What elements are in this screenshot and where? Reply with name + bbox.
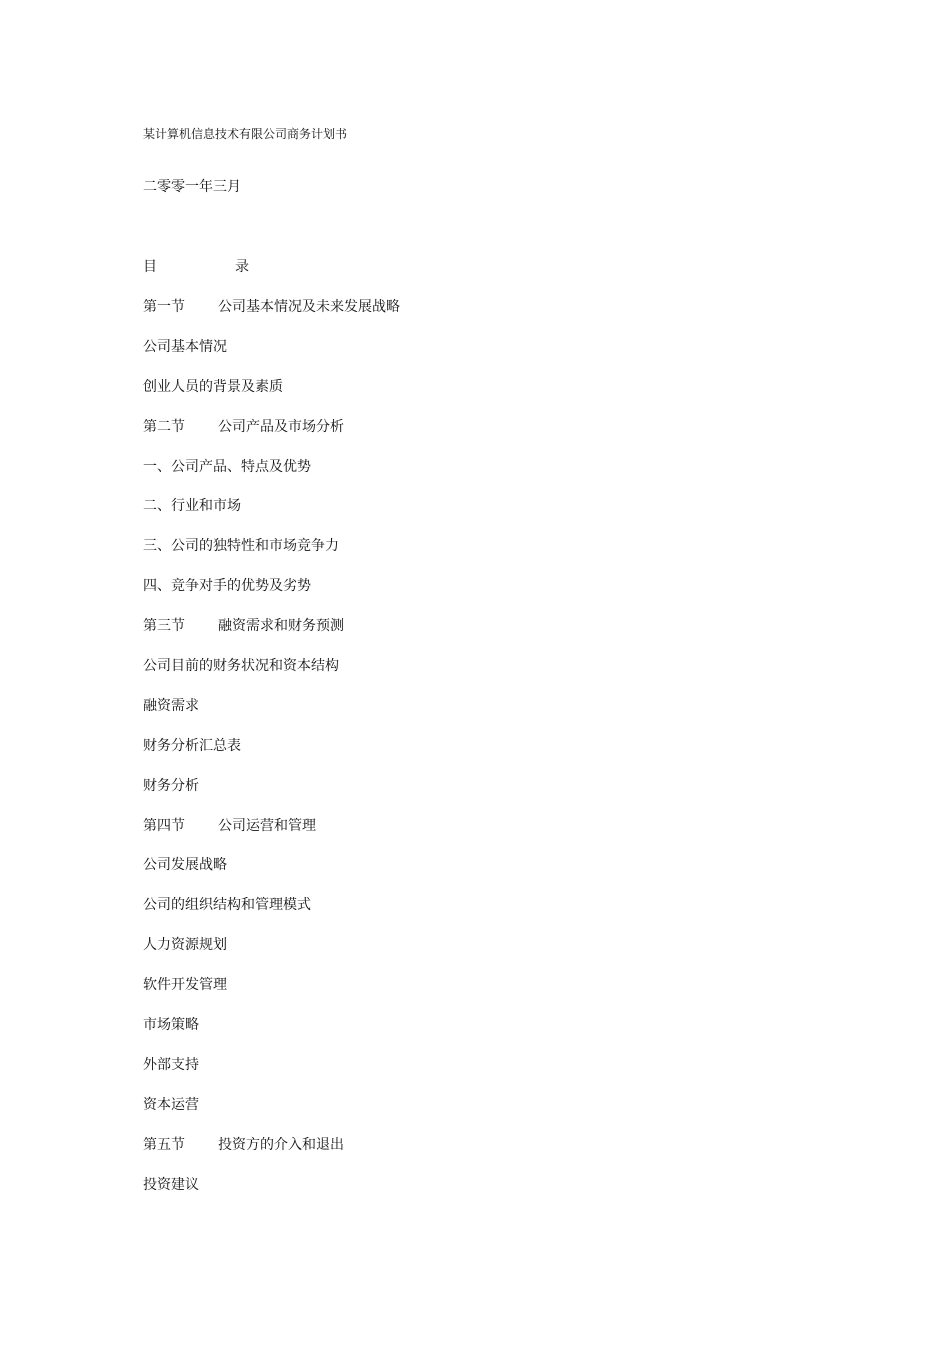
toc-item <box>143 775 400 815</box>
toc-item <box>143 1134 400 1174</box>
document-title: 某计算机信息技术有限公司商务计划书 <box>143 127 348 141</box>
toc-item <box>143 535 400 575</box>
toc-section-label: 第四节 <box>143 817 185 834</box>
toc-item <box>143 1014 400 1054</box>
toc-item <box>143 735 400 775</box>
toc-item-text: 融资需求和财务预测 <box>218 618 344 635</box>
toc-section-label: 第五节 <box>143 1136 185 1153</box>
toc-item <box>143 934 400 974</box>
toc-item-text: 财务分析汇总表 <box>143 737 241 754</box>
toc-item <box>143 336 400 376</box>
toc-item-text: 公司产品及市场分析 <box>218 418 344 435</box>
toc-item <box>143 695 400 735</box>
toc-item-text: 四、竞争对手的优势及劣势 <box>143 578 311 595</box>
toc-item <box>143 854 400 894</box>
toc-item-text: 公司发展战略 <box>143 857 227 874</box>
toc-item-text: 公司基本情况 <box>143 338 227 355</box>
toc-item-text: 公司运营和管理 <box>218 817 316 834</box>
toc-item <box>143 456 400 496</box>
toc-item-text: 财务分析 <box>143 777 199 794</box>
toc-item-text: 公司基本情况及未来发展战略 <box>218 299 400 315</box>
toc-heading <box>143 256 249 278</box>
toc-item-text: 一、公司产品、特点及优势 <box>143 458 311 475</box>
toc-item <box>143 416 400 456</box>
toc-item-text: 三、公司的独特性和市场竞争力 <box>143 538 339 555</box>
toc-item <box>143 575 400 615</box>
toc-section-label: 第二节 <box>143 418 185 435</box>
toc-item <box>143 495 400 535</box>
toc-item <box>143 296 400 336</box>
toc-item <box>143 1094 400 1134</box>
toc-heading-left: 目 <box>143 259 157 275</box>
toc-item <box>143 1174 400 1214</box>
document-date: 二零零一年三月 <box>143 179 241 195</box>
toc-item-text: 资本运营 <box>143 1096 199 1113</box>
toc-item-text: 创业人员的背景及素质 <box>143 378 283 395</box>
toc-item-text: 公司的组织结构和管理模式 <box>143 897 311 914</box>
toc-item <box>143 815 400 855</box>
toc-item-text: 软件开发管理 <box>143 977 227 994</box>
table-of-contents <box>143 296 400 1213</box>
toc-section-label: 第三节 <box>143 618 185 635</box>
toc-section-label: 第一节 <box>143 299 185 315</box>
toc-item <box>143 376 400 416</box>
toc-item <box>143 894 400 934</box>
toc-item-text: 二、行业和市场 <box>143 498 241 515</box>
toc-item <box>143 655 400 695</box>
toc-item <box>143 615 400 655</box>
toc-item-text: 融资需求 <box>143 697 199 714</box>
toc-heading-right: 录 <box>235 259 249 275</box>
toc-item-text: 人力资源规划 <box>143 937 227 954</box>
toc-item <box>143 974 400 1014</box>
toc-item <box>143 1054 400 1094</box>
toc-item-text: 公司目前的财务状况和资本结构 <box>143 658 339 675</box>
toc-item-text: 外部支持 <box>143 1056 199 1073</box>
toc-item-text: 投资方的介入和退出 <box>218 1136 344 1153</box>
toc-item-text: 市场策略 <box>143 1017 199 1034</box>
toc-item-text: 投资建议 <box>143 1176 199 1193</box>
